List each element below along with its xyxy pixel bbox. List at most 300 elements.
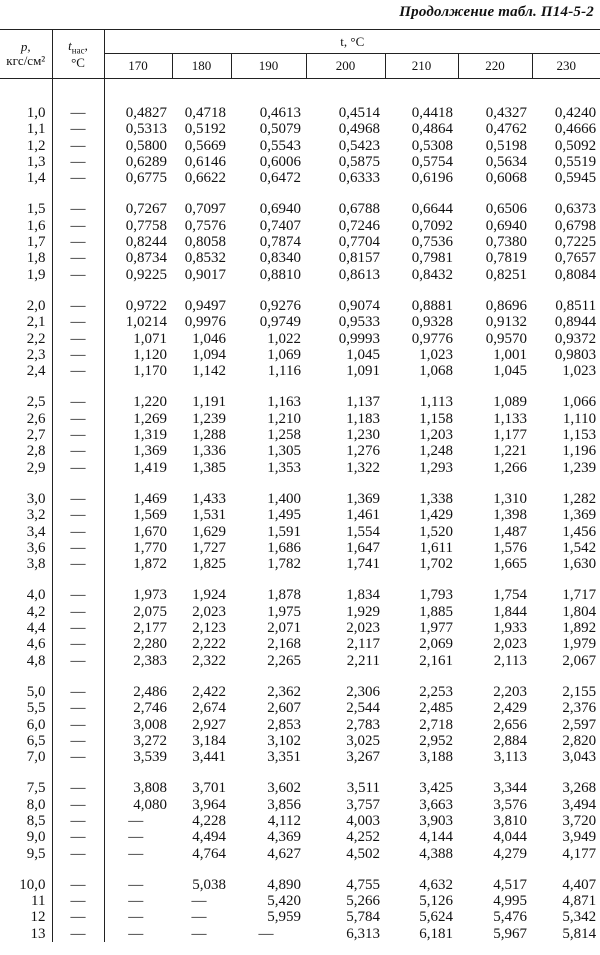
value-cell: 0,5308 (411, 137, 453, 154)
value-cell: 0,8511 (555, 297, 597, 314)
saturation-temp-cell: — (52, 267, 104, 283)
table-row (0, 604, 600, 620)
value-cell: 3,008 (133, 716, 167, 733)
spacer-cell (172, 669, 231, 684)
table-caption: Продолжение табл. П14-5-2 (399, 4, 594, 20)
saturation-temp-cell: — (52, 604, 104, 620)
value-cell: 1,137 (346, 394, 380, 411)
value-cell: 1,142 (192, 363, 226, 380)
value-cell: 4,369 (267, 829, 301, 846)
value-cell: 1,322 (346, 459, 380, 476)
value-cell: 3,808 (133, 780, 167, 797)
pressure-cell: 2,7 (0, 427, 52, 443)
table-row (0, 394, 600, 410)
value-cell: 2,113 (493, 652, 527, 669)
value-cell: — (191, 909, 207, 926)
pressure-cell: 4,0 (0, 587, 52, 603)
header-temp-1: 180 (172, 54, 231, 79)
table-row (0, 507, 600, 523)
value-cell: 1,369 (133, 443, 167, 460)
value-cell: 0,8810 (259, 266, 301, 283)
table-row (0, 893, 600, 909)
table-row (0, 154, 600, 170)
saturation-temp-cell: — (52, 298, 104, 314)
value-cell: 0,5875 (338, 153, 380, 170)
value-cell: 0,9803 (554, 346, 597, 363)
table-row (0, 170, 600, 186)
value-cell: 2,306 (346, 683, 380, 700)
table-row (0, 587, 600, 603)
value-cell: 1,220 (133, 394, 167, 411)
pressure-cell: 2,4 (0, 363, 52, 379)
value-cell: 2,161 (419, 652, 453, 669)
spacer-cell (306, 476, 385, 491)
value-cell: 1,456 (562, 523, 597, 540)
spacer-cell (104, 572, 172, 587)
value-cell: 1,591 (267, 523, 301, 540)
table-row (0, 700, 600, 716)
spacer-cell (385, 283, 458, 298)
spacer-cell (231, 669, 306, 684)
value-cell: 3,903 (419, 812, 453, 829)
header-pressure-unit: кгс/см² (6, 53, 46, 68)
value-cell: 0,8734 (125, 250, 167, 267)
pressure-cell: 1,2 (0, 138, 52, 154)
value-cell: 4,494 (192, 829, 226, 846)
spacer-cell (104, 862, 172, 877)
pressure-cell: 1,8 (0, 250, 52, 266)
value-cell: 6,313 (346, 925, 380, 942)
value-cell: 3,043 (562, 749, 597, 766)
value-cell: 2,718 (419, 716, 453, 733)
value-cell: 0,5192 (184, 121, 226, 138)
value-cell: 2,155 (562, 683, 597, 700)
value-cell: 4,502 (346, 845, 380, 862)
value-cell: 1,834 (346, 587, 380, 604)
pressure-cell: 2,6 (0, 411, 52, 427)
spacer-cell (52, 572, 104, 587)
saturation-temp-cell: — (52, 797, 104, 813)
value-cell: 1,0214 (125, 314, 167, 331)
value-cell: 1,554 (346, 523, 380, 540)
value-cell: 0,9749 (259, 314, 301, 331)
value-cell: 1,068 (419, 363, 453, 380)
value-cell: 0,8613 (338, 266, 380, 283)
saturation-temp-cell: — (52, 491, 104, 507)
table-row (0, 331, 600, 347)
value-cell: 1,665 (493, 556, 527, 573)
pressure-cell: 9,0 (0, 829, 52, 845)
value-cell: 2,674 (192, 700, 226, 717)
spacer-cell (458, 862, 532, 877)
value-cell: 0,7576 (184, 217, 226, 234)
value-cell: 3,511 (346, 780, 380, 797)
value-cell: 1,400 (267, 490, 301, 507)
value-cell: 1,288 (192, 427, 226, 444)
value-cell: 0,6775 (125, 170, 167, 187)
saturation-temp-cell: — (52, 331, 104, 347)
pressure-cell: 1,0 (0, 105, 52, 121)
value-cell: — (128, 925, 144, 942)
saturation-temp-cell: — (52, 733, 104, 749)
spacer-cell (172, 379, 231, 394)
value-cell: 1,892 (562, 620, 597, 637)
value-cell: 2,071 (267, 620, 301, 637)
table-row (0, 717, 600, 733)
value-cell: 1,319 (133, 427, 167, 444)
pressure-cell: 4,6 (0, 636, 52, 652)
value-cell: 2,069 (419, 636, 453, 653)
saturation-temp-cell: — (52, 460, 104, 476)
value-cell: 0,4864 (411, 121, 453, 138)
value-cell: 2,783 (346, 716, 380, 733)
saturation-temp-cell: — (52, 909, 104, 925)
value-cell: 0,9722 (125, 297, 167, 314)
spacer-cell (52, 79, 104, 106)
saturation-temp-cell: — (52, 507, 104, 523)
value-cell: 6,181 (419, 925, 453, 942)
value-cell: 1,419 (133, 459, 167, 476)
value-cell: 1,487 (493, 523, 527, 540)
value-cell: 5,038 (192, 876, 226, 893)
table-row (0, 620, 600, 636)
value-cell: 1,754 (493, 587, 527, 604)
spacer-cell (0, 79, 52, 106)
spacer-cell (231, 765, 306, 780)
group-spacer (0, 669, 600, 684)
value-cell: 1,089 (493, 394, 527, 411)
saturation-temp-cell: — (52, 154, 104, 170)
value-cell: 1,305 (267, 443, 301, 460)
value-cell: 2,075 (133, 603, 167, 620)
value-cell: 2,422 (192, 683, 226, 700)
value-cell: — (128, 893, 144, 910)
saturation-temp-cell: — (52, 524, 104, 540)
value-cell: 2,884 (493, 732, 527, 749)
saturation-temp-cell: — (52, 717, 104, 733)
value-cell: 1,046 (192, 330, 226, 347)
spacer-cell (532, 79, 600, 106)
value-cell: 0,5800 (125, 137, 167, 154)
saturation-temp-cell: — (52, 138, 104, 154)
value-cell: 2,853 (267, 716, 301, 733)
table-row (0, 877, 600, 893)
value-cell: — (258, 925, 274, 942)
value-cell: 5,624 (419, 909, 453, 926)
value-cell: 0,8157 (338, 250, 380, 267)
value-cell: 0,4718 (184, 105, 226, 121)
value-cell: 1,977 (419, 620, 453, 637)
spacer-cell (458, 283, 532, 298)
value-cell: 0,7819 (485, 250, 527, 267)
value-cell: 2,253 (419, 683, 453, 700)
table-row (0, 846, 600, 862)
value-cell: 1,045 (493, 363, 527, 380)
value-cell: 0,5198 (485, 137, 527, 154)
value-cell: 5,814 (562, 925, 597, 942)
value-cell: 0,6506 (485, 201, 527, 218)
pressure-cell: 1,3 (0, 154, 52, 170)
value-cell: 2,820 (562, 732, 597, 749)
value-cell: 4,764 (192, 845, 226, 862)
value-cell: 1,770 (133, 539, 167, 556)
value-cell: 0,9328 (411, 314, 453, 331)
value-cell: 1,230 (346, 427, 380, 444)
pressure-cell: 5,0 (0, 684, 52, 700)
spacer-cell (0, 283, 52, 298)
pressure-cell: 5,5 (0, 700, 52, 716)
value-cell: 1,191 (192, 394, 226, 411)
value-cell: 1,782 (267, 556, 301, 573)
pressure-cell: 3,4 (0, 524, 52, 540)
value-cell: 0,6622 (184, 170, 226, 187)
pressure-cell: 3,8 (0, 556, 52, 572)
value-cell: 1,741 (346, 556, 380, 573)
spacer-cell (52, 476, 104, 491)
saturation-temp-cell: — (52, 394, 104, 410)
value-cell: 1,282 (562, 490, 597, 507)
value-cell: 1,369 (346, 490, 380, 507)
group-spacer (0, 476, 600, 491)
header-saturation-temp: $t_{нас}$, °C (52, 30, 104, 79)
value-cell: 1,576 (493, 539, 527, 556)
saturation-temp-cell: — (52, 234, 104, 250)
value-cell: 1,183 (346, 410, 380, 427)
spacer-cell (306, 79, 385, 106)
saturation-temp-cell: — (52, 105, 104, 121)
table-row (0, 347, 600, 363)
value-cell: 0,5945 (554, 170, 597, 187)
value-cell: 0,5079 (259, 121, 301, 138)
spacer-cell (458, 476, 532, 491)
value-cell: 0,7874 (259, 234, 301, 251)
saturation-temp-cell: — (52, 829, 104, 845)
saturation-temp-cell: — (52, 201, 104, 217)
value-cell: 2,376 (562, 700, 597, 717)
value-cell: 1,461 (346, 507, 380, 524)
spacer-cell (0, 476, 52, 491)
value-cell: 1,071 (133, 330, 167, 347)
spacer-cell (52, 669, 104, 684)
value-cell: 2,952 (419, 732, 453, 749)
spacer-cell (306, 765, 385, 780)
pressure-cell: 12 (0, 909, 52, 925)
table-row (0, 250, 600, 266)
value-cell: 2,265 (267, 652, 301, 669)
value-cell: 0,7267 (125, 201, 167, 218)
value-cell: 1,196 (562, 443, 597, 460)
value-cell: 0,5754 (411, 153, 453, 170)
pressure-cell: 1,9 (0, 267, 52, 283)
saturation-temp-cell: — (52, 653, 104, 669)
group-spacer (0, 186, 600, 201)
value-cell: 0,4327 (485, 105, 527, 121)
value-cell: 0,6940 (485, 217, 527, 234)
value-cell: 3,184 (192, 732, 226, 749)
value-cell: 3,113 (493, 749, 527, 766)
value-cell: 2,607 (267, 700, 301, 717)
header-tsat-subscript: нас (71, 45, 85, 56)
value-cell: 0,7097 (184, 201, 226, 218)
value-cell: 2,211 (346, 652, 380, 669)
table-row (0, 909, 600, 925)
spacer-cell (172, 572, 231, 587)
value-cell: 0,5519 (554, 153, 597, 170)
pressure-cell: 6,0 (0, 717, 52, 733)
value-cell: 4,388 (419, 845, 453, 862)
group-spacer (0, 862, 600, 877)
value-cell: 0,8251 (485, 266, 527, 283)
value-cell: 5,784 (346, 909, 380, 926)
table-row (0, 797, 600, 813)
value-cell: 1,929 (346, 603, 380, 620)
table-row (0, 684, 600, 700)
header-temp-4: 210 (385, 54, 458, 79)
table-row (0, 411, 600, 427)
value-cell: 3,025 (346, 732, 380, 749)
value-cell: 1,569 (133, 507, 167, 524)
saturation-temp-cell: — (52, 684, 104, 700)
value-cell: 0,5634 (485, 153, 527, 170)
spacer-cell (231, 476, 306, 491)
table-row (0, 427, 600, 443)
header-pressure (0, 30, 52, 79)
value-cell: 3,539 (133, 749, 167, 766)
value-cell: 3,272 (133, 732, 167, 749)
value-cell: 0,9225 (125, 266, 167, 283)
value-cell: 1,429 (419, 507, 453, 524)
value-cell: 1,066 (562, 394, 597, 411)
value-cell: 3,856 (267, 796, 301, 813)
value-cell: 2,067 (562, 652, 597, 669)
value-cell: 2,362 (267, 683, 301, 700)
spacer-cell (0, 669, 52, 684)
pressure-cell: 4,8 (0, 653, 52, 669)
value-cell: 1,924 (192, 587, 226, 604)
value-cell: 1,844 (493, 603, 527, 620)
pressure-cell: 1,7 (0, 234, 52, 250)
value-cell: 1,023 (562, 363, 597, 380)
spacer-cell (231, 283, 306, 298)
header-pressure-symbol: p, (20, 39, 31, 55)
value-cell: 3,602 (267, 780, 301, 797)
value-cell: 0,7407 (259, 217, 301, 234)
value-cell: 2,023 (493, 636, 527, 653)
value-cell: 1,293 (419, 459, 453, 476)
spacer-cell (458, 669, 532, 684)
value-cell: 2,485 (419, 700, 453, 717)
spacer-cell (231, 379, 306, 394)
spacer-cell (306, 186, 385, 201)
header-tsat-unit: °C (71, 54, 85, 70)
spacer-cell (385, 669, 458, 684)
value-cell: 0,5313 (125, 121, 167, 138)
value-cell: 1,276 (346, 443, 380, 460)
value-cell: 0,6373 (554, 201, 597, 218)
value-cell: 2,023 (346, 620, 380, 637)
value-cell: 0,4613 (259, 105, 301, 121)
value-cell: 0,4418 (411, 105, 453, 121)
value-cell: 4,003 (346, 812, 380, 829)
table-row (0, 653, 600, 669)
group-spacer (0, 283, 600, 298)
value-cell: 1,091 (346, 363, 380, 380)
spacer-cell (52, 379, 104, 394)
pressure-cell: 7,0 (0, 749, 52, 765)
spacer-cell (52, 765, 104, 780)
table-row (0, 121, 600, 137)
value-cell: 1,872 (133, 556, 167, 573)
pressure-cell: 1,1 (0, 121, 52, 137)
value-cell: 1,385 (192, 459, 226, 476)
value-cell: 1,203 (419, 427, 453, 444)
value-cell: 4,080 (133, 796, 167, 813)
table-row (0, 926, 600, 942)
pressure-cell: 2,9 (0, 460, 52, 476)
spacer-cell (104, 765, 172, 780)
value-cell: 1,878 (267, 587, 301, 604)
value-cell: 1,353 (267, 459, 301, 476)
pressure-cell: 4,2 (0, 604, 52, 620)
value-cell: 3,757 (346, 796, 380, 813)
spacer-cell (458, 765, 532, 780)
value-cell: 5,126 (419, 893, 453, 910)
spacer-cell (0, 765, 52, 780)
value-cell: 2,927 (192, 716, 226, 733)
saturation-temp-cell: — (52, 846, 104, 862)
value-cell: 0,8058 (184, 234, 226, 251)
value-cell: 0,6788 (338, 201, 380, 218)
value-cell: 3,102 (267, 732, 301, 749)
value-cell: 3,494 (562, 796, 597, 813)
table-row (0, 749, 600, 765)
value-cell: 0,9132 (485, 314, 527, 331)
value-cell: 3,576 (493, 796, 527, 813)
value-cell: 2,222 (192, 636, 226, 653)
pressure-cell: 13 (0, 926, 52, 942)
table-row (0, 105, 600, 121)
spacer-cell (385, 79, 458, 106)
table-row (0, 138, 600, 154)
spacer-cell (385, 476, 458, 491)
value-cell: 4,279 (493, 845, 527, 862)
value-cell: 0,9533 (338, 314, 380, 331)
pressure-cell: 1,5 (0, 201, 52, 217)
value-cell: 4,627 (267, 845, 301, 862)
table-row (0, 298, 600, 314)
value-cell: 1,975 (267, 603, 301, 620)
spacer-cell (0, 186, 52, 201)
value-cell: 0,7380 (485, 234, 527, 251)
value-cell: 1,133 (493, 410, 527, 427)
value-cell: 1,647 (346, 539, 380, 556)
table-row (0, 314, 600, 330)
value-cell: 5,476 (493, 909, 527, 926)
spacer-cell (172, 283, 231, 298)
value-cell: 1,116 (267, 363, 301, 380)
value-cell: 0,4827 (125, 105, 167, 121)
saturation-temp-cell: — (52, 749, 104, 765)
spacer-cell (532, 669, 600, 684)
value-cell: 0,7981 (411, 250, 453, 267)
value-cell: 5,967 (493, 925, 527, 942)
value-cell: 0,8696 (485, 297, 527, 314)
spacer-cell (172, 862, 231, 877)
value-cell: 4,871 (562, 893, 597, 910)
spacer-cell (52, 283, 104, 298)
value-cell: 4,044 (493, 829, 527, 846)
table-row (0, 234, 600, 250)
